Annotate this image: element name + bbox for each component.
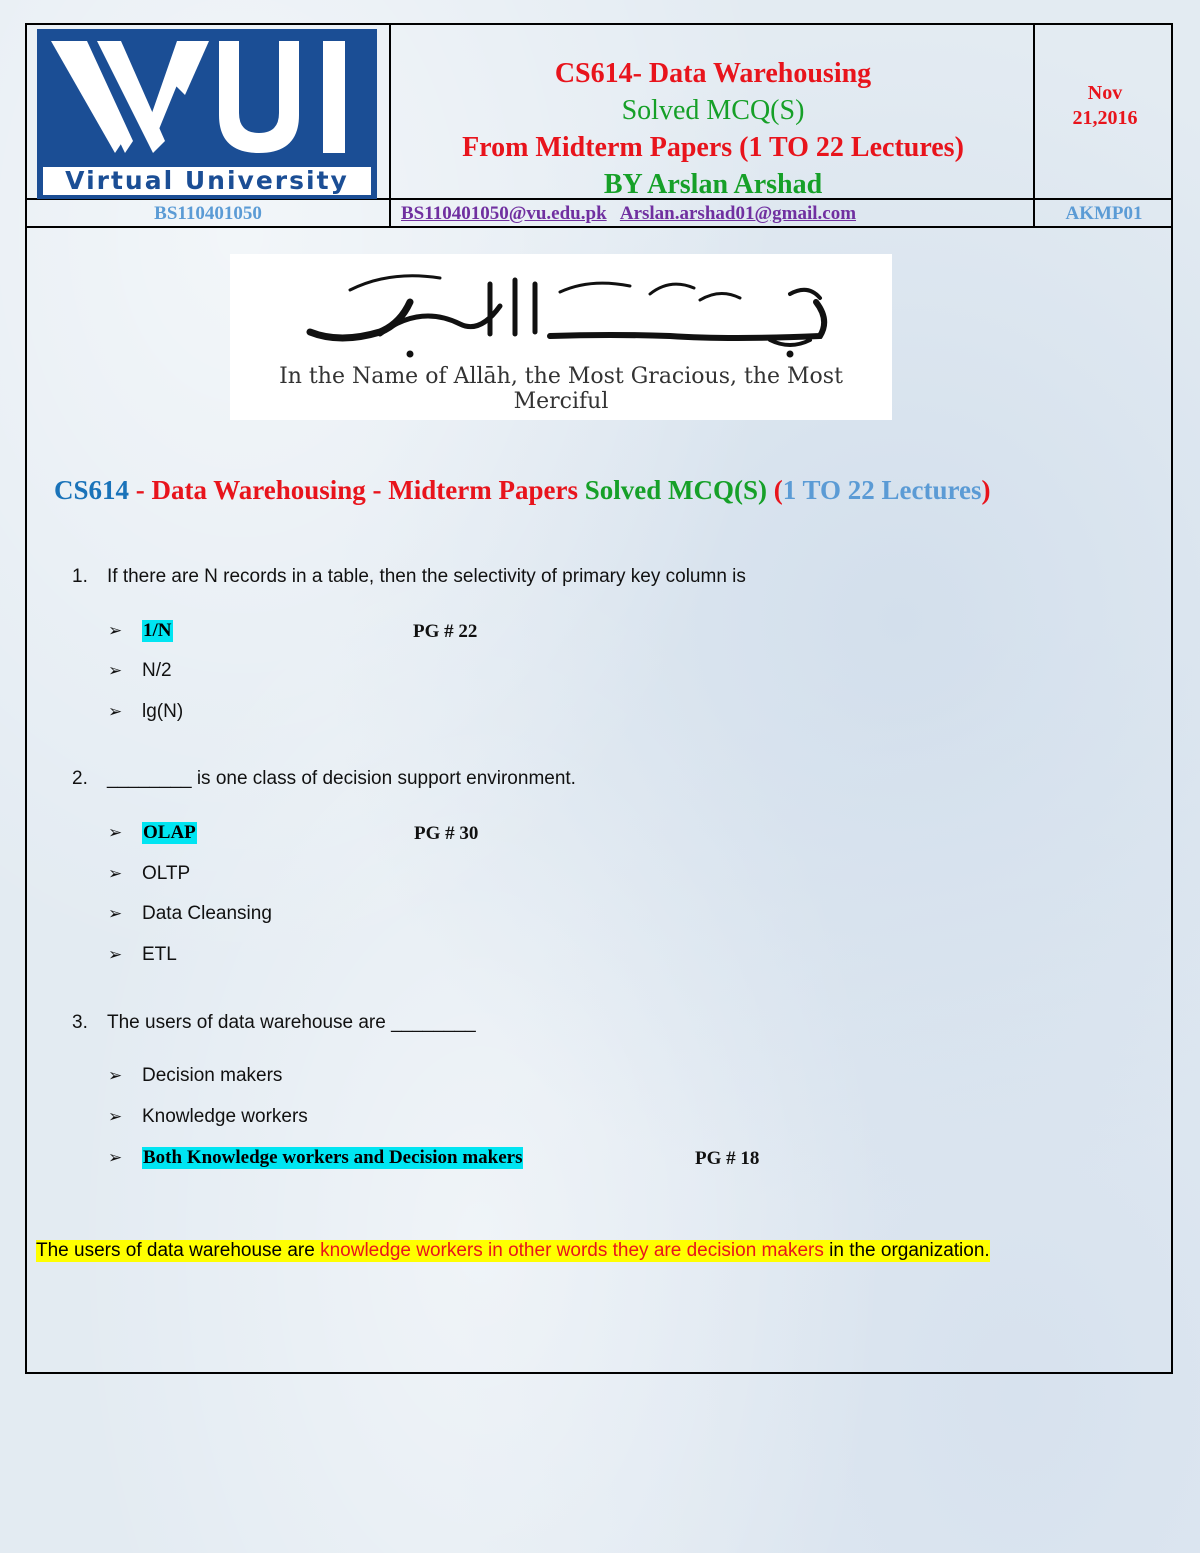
heading-paren: ( — [773, 475, 783, 505]
correct-option: Both Knowledge workers and Decision makers — [143, 1147, 523, 1168]
correct-option: 1/N — [143, 620, 172, 641]
question-3 — [72, 1012, 476, 1034]
option-item — [108, 660, 172, 682]
option-item — [108, 620, 173, 642]
note-emphasis: knowledge workers in other words they are decision makers — [320, 1240, 824, 1261]
option-item — [108, 1106, 308, 1128]
question-number: 1. — [72, 566, 88, 587]
option-text: Decision makers — [142, 1065, 283, 1086]
arrow-icon: ➢ — [108, 904, 123, 923]
question-text: ________ is one class of decision support environment. — [107, 768, 576, 789]
arrow-icon: ➢ — [108, 702, 123, 721]
arrow-icon: ➢ — [108, 945, 123, 964]
logo-text: Virtual University — [65, 166, 349, 195]
option-item — [108, 1065, 282, 1087]
arrow-icon: ➢ — [108, 864, 123, 883]
option-text: ETL — [142, 944, 177, 965]
option-item — [108, 863, 190, 885]
option-text: lg(N) — [142, 701, 184, 722]
heading-course-code: CS614 — [54, 475, 130, 505]
heading-course-name: - Data Warehousing - Midterm Papers — [129, 475, 585, 505]
heading-lectures: 1 TO 22 Lectures — [782, 475, 982, 505]
document-title: CS614- Data Warehousing — [554, 58, 872, 89]
student-id: BS110401050 — [154, 203, 262, 224]
arrow-icon: ➢ — [108, 1148, 123, 1167]
main-heading — [54, 475, 1164, 506]
option-text: OLTP — [142, 863, 191, 884]
option-item — [108, 903, 272, 925]
arrow-icon: ➢ — [108, 661, 123, 680]
email-vu-link[interactable]: BS110401050@vu.edu.pk — [401, 203, 607, 224]
bismillah-caption: In the Name of Allāh, the Most Gracious, the Most Merciful — [279, 364, 843, 414]
page-reference: PG # 30 — [414, 823, 479, 844]
document-subtitle: Solved MCQ(S) — [621, 95, 805, 126]
question-1 — [72, 566, 746, 588]
header-divider — [27, 226, 1171, 228]
question-text: If there are N records in a table, then the selectivity of primary key column is — [107, 566, 746, 587]
correct-option: OLAP — [143, 822, 196, 843]
heading-solved: Solved MCQ(S) — [584, 475, 774, 505]
option-item — [108, 944, 177, 966]
option-text: Knowledge workers — [142, 1106, 308, 1127]
question-number: 3. — [72, 1012, 88, 1033]
arrow-icon: ➢ — [108, 823, 123, 842]
arrow-icon: ➢ — [108, 1107, 123, 1126]
option-item — [108, 701, 183, 723]
page-frame — [25, 23, 1173, 1374]
arrow-icon: ➢ — [108, 1066, 123, 1085]
arrow-icon: ➢ — [108, 621, 123, 640]
option-item — [108, 1147, 523, 1169]
question-text: The users of data warehouse are ________ — [107, 1012, 476, 1033]
bismillah-banner — [230, 254, 892, 420]
document-author: BY Arslan Arshad — [603, 169, 823, 200]
question-2 — [72, 768, 576, 790]
option-text: N/2 — [142, 660, 172, 681]
calligraphy-image — [230, 254, 892, 374]
heading-paren: ) — [981, 475, 991, 505]
document-code: AKMP01 — [1065, 203, 1143, 224]
date-day-year: 21,2016 — [1072, 107, 1138, 129]
email-gmail-link[interactable]: Arslan.arshad01@gmail.com — [619, 203, 857, 224]
page-reference: PG # 22 — [413, 621, 478, 642]
email-cell — [391, 202, 1033, 226]
document-source: From Midterm Papers (1 TO 22 Lectures) — [462, 132, 964, 163]
document-date — [1035, 81, 1175, 131]
virtual-university-logo — [37, 29, 377, 199]
option-item — [108, 822, 197, 844]
page-reference: PG # 18 — [695, 1148, 760, 1169]
note-text: The users of data warehouse are — [36, 1240, 321, 1261]
date-month: Nov — [1087, 82, 1123, 104]
header-title-block — [392, 55, 1034, 203]
question-number: 2. — [72, 768, 88, 789]
note-text: in the organization. — [823, 1240, 990, 1261]
option-text: Data Cleansing — [142, 903, 272, 924]
explanation-note — [36, 1240, 990, 1262]
